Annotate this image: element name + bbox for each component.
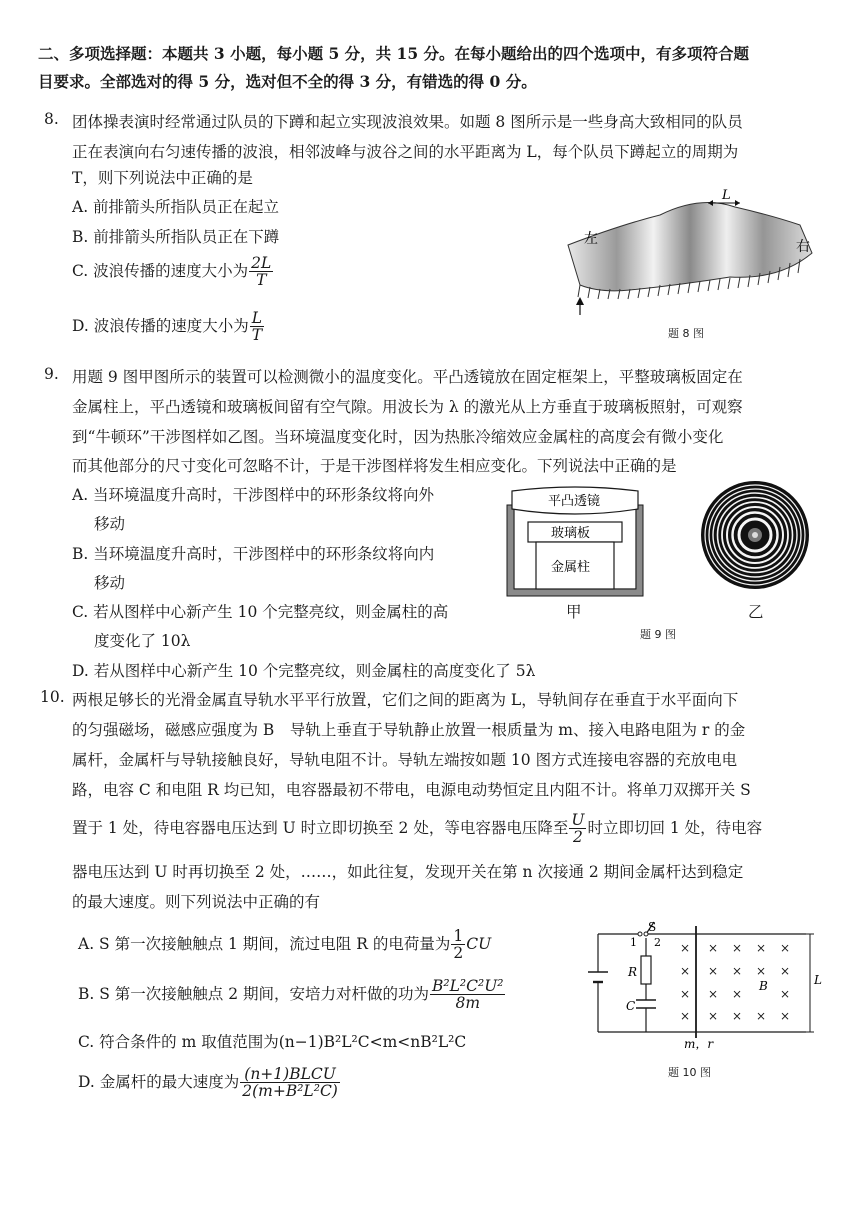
figure-10-circuit — [584, 920, 824, 1050]
q8-text-line3: T，则下列说法中正确的是 — [72, 169, 253, 187]
q10-option-d: D. 金属杆的最大速度为 $\frac{\text{(n+1)BLCU}}{\text{2(m+B²L²C)}}$ — [78, 1065, 338, 1101]
q10-text-line3: 属杆，金属杆与导轨接触良好，导轨电阻不计。导轨左端按如题 10 图方式连接电容器的充放电电 — [72, 751, 738, 769]
svg-text:×: × — [780, 964, 791, 978]
q8-option-c-fraction: $\frac{2L}{T}$ — [251, 254, 272, 290]
q8-option-a: A. 前排箭头所指队员正在起立 — [72, 198, 280, 216]
figure-8-wave-crowd — [560, 185, 820, 320]
figure-8-label-left: 左 — [584, 231, 598, 247]
q8-option-d: D. 波浪传播的速度大小为 $\frac{L}{T}$ — [72, 309, 263, 345]
figure-9-apparatus — [506, 485, 644, 613]
q9-text-line4: 而其他部分的尺寸变化可忽略不计，于是干涉图样将发生相应变化。下列说法中正确的是 — [72, 457, 677, 475]
q9-number: 9. — [44, 365, 59, 383]
figure-8-label-L: L — [722, 188, 731, 203]
q10-option-b: B. S 第一次接触触点 2 期间，安培力对杆做的功为 $\frac{\text{B²L²C²U²}}{8m}$ — [78, 977, 504, 1013]
svg-text:×: × — [708, 941, 719, 955]
svg-text:×: × — [732, 1009, 743, 1023]
q8-text-line2: 正在表演向右匀速传播的波浪，相邻波峰与波谷之间的水平距离为 L，每个队员下蹲起立的周期为 — [72, 143, 739, 161]
figure-10-label-B: B — [759, 979, 768, 993]
q10-option-a-fraction: $\frac{1}{2}$ — [453, 927, 464, 963]
svg-text:×: × — [708, 1009, 719, 1023]
q10-option-d-fraction: $\frac{\text{(n+1)BLCU}}{\text{2(m+B²L²C)}}$ — [242, 1065, 338, 1101]
svg-text:×: × — [780, 987, 791, 1001]
q9-option-b-line2: 移动 — [94, 574, 126, 592]
section-header-line1: 二、多项选择题：本题共 3 小题，每小题 5 分，共 15 分。在每小题给出的四个选项中，有多项符合题 — [38, 44, 750, 63]
svg-text:×: × — [756, 941, 767, 955]
figure-8-label-right: 右 — [796, 239, 810, 255]
section-header-line2: 目要求。全部选对的得 5 分，选对但不全的得 3 分，有错选的得 0 分。 — [38, 72, 537, 91]
figure-10-label-S: S — [648, 920, 657, 934]
svg-text:×: × — [680, 1009, 691, 1023]
q9-option-a-line2: 移动 — [94, 515, 126, 533]
svg-text:×: × — [708, 964, 719, 978]
figure-10-label-m-r: m，r — [684, 1037, 714, 1050]
q9-option-c-line1: C. 若从图样中心新产生 10 个完整亮纹，则金属柱的高 — [72, 603, 449, 621]
q9-text-line1: 用题 9 图甲图所示的装置可以检测微小的温度变化。平凸透镜放在固定框架上，平整玻璃板固定在 — [72, 368, 743, 386]
q8-option-d-fraction: $\frac{L}{T}$ — [251, 309, 263, 345]
figure-10-label-C: C — [626, 999, 636, 1013]
q10-text-line5: 置于 1 处，待电容器电压达到 U 时立即切换至 2 处，等电容器电压降至 $\frac{U}{2}$ 时立即切回 1 处，待电容 — [72, 811, 763, 847]
resistor-R — [641, 956, 651, 984]
figure-9-label-column: 金属柱 — [551, 560, 591, 575]
svg-text:×: × — [680, 987, 691, 1001]
q9-option-b-line1: B. 当环境温度升高时，干涉图样中的环形条纹将向内 — [72, 545, 435, 563]
q10-option-c: C. 符合条件的 m 取值范围为(n−1)B²L²C<m<nB²L²C — [78, 1033, 467, 1051]
switch-contact-1 — [638, 932, 642, 936]
figure-10-label-L: L — [814, 973, 822, 987]
q10-text-line7: 的最大速度。则下列说法中正确的有 — [72, 893, 321, 911]
q10-line5-fraction: $\frac{U}{2}$ — [571, 811, 585, 847]
q8-text-line1: 团体操表演时经常通过队员的下蹲和起立实现波浪效果。如题 8 图所示是一些身高大致相同的队员 — [72, 113, 743, 131]
q10-number: 10. — [40, 688, 65, 706]
figure-10-label-2: 2 — [654, 936, 661, 949]
figure-10-label-R: R — [628, 965, 638, 979]
figure-9-label-lens: 平凸透镜 — [548, 494, 601, 509]
q10-option-b-fraction: $\frac{\text{B²L²C²U²}}{8m}$ — [432, 977, 504, 1013]
q10-text-line4: 路，电容 C 和电阻 R 均已知，电容器最初不带电，电源电动势恒定且内阻不计。将单刀双掷开关 S — [72, 781, 751, 799]
figure-9-label-glass: 玻璃板 — [551, 526, 591, 541]
q9-text-line3: 到“牛顿环”干涉图样如乙图。当环境温度变化时，因为热胀冷缩效应金属柱的高度会有微小变化 — [72, 428, 724, 446]
figure-9-label-yi: 乙 — [748, 603, 764, 621]
q10-option-a: A. S 第一次接触触点 1 期间，流过电阻 R 的电荷量为 $\frac{1}{2}$ CU — [78, 927, 492, 963]
figure-9-label-jia: 甲 — [566, 603, 582, 621]
q9-text-line2: 金属柱上，平凸透镜和玻璃板间留有空气隙。用波长为 λ 的激光从上方垂直于玻璃板照射，可观察 — [72, 398, 743, 416]
q8-number: 8. — [44, 110, 59, 128]
figure-10-caption: 题 10 图 — [668, 1066, 711, 1079]
q9-option-d: D. 若从图样中心新产生 10 个完整亮纹，则金属柱的高度变化了 5λ — [72, 662, 536, 680]
figure-9-newton-rings — [700, 480, 810, 590]
q8-option-b: B. 前排箭头所指队员正在下蹲 — [72, 228, 280, 246]
q9-option-a-line1: A. 当环境温度升高时，干涉图样中的环形条纹将向外 — [72, 486, 435, 504]
svg-text:×: × — [680, 964, 691, 978]
figure-8-caption: 题 8 图 — [668, 327, 704, 340]
svg-text:×: × — [680, 941, 691, 955]
figure-10-label-1: 1 — [630, 936, 637, 949]
svg-text:×: × — [780, 941, 791, 955]
svg-text:×: × — [732, 987, 743, 1001]
figure-9-caption: 题 9 图 — [640, 628, 676, 641]
svg-text:×: × — [732, 941, 743, 955]
q9-option-c-line2: 度变化了 10λ — [94, 632, 191, 650]
svg-text:×: × — [708, 987, 719, 1001]
q10-text-line1: 两根足够长的光滑金属直导轨水平平行放置，它们之间的距离为 L，导轨间存在垂直于水平面向下 — [72, 691, 739, 709]
svg-text:×: × — [756, 1009, 767, 1023]
q10-text-line6: 器电压达到 U 时再切换至 2 处，……，如此往复，发现开关在第 n 次接通 2 期间金属杆达到稳定 — [72, 863, 744, 881]
svg-text:×: × — [780, 1009, 791, 1023]
q10-text-line2: 的匀强磁场，磁感应强度为 B 导轨上垂直于导轨静止放置一根质量为 m、接入电路电阻为 r 的金 — [72, 721, 746, 739]
svg-text:×: × — [732, 964, 743, 978]
q8-option-c: C. 波浪传播的速度大小为 $\frac{2L}{T}$ — [72, 254, 272, 290]
svg-text:×: × — [756, 964, 767, 978]
